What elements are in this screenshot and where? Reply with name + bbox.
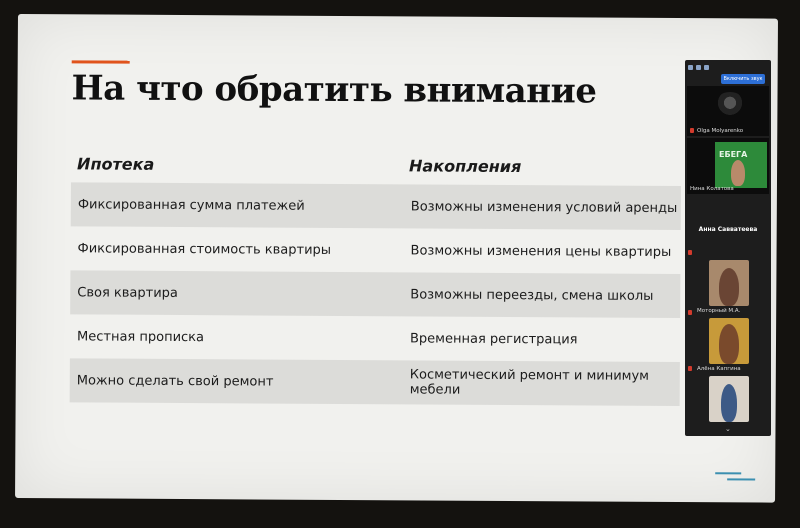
cell-right: Возможны переезды, смена школы bbox=[410, 286, 654, 304]
panel-toolbar bbox=[685, 60, 771, 74]
mic-muted-icon bbox=[688, 250, 692, 255]
cell-right: Возможны изменения цены квартиры bbox=[410, 242, 672, 260]
participant-label bbox=[687, 306, 769, 316]
comparison-table bbox=[70, 182, 681, 406]
participant-label bbox=[687, 364, 769, 374]
cell-left: Местная прописка bbox=[76, 328, 205, 345]
person-silhouette bbox=[719, 268, 739, 306]
table-row bbox=[70, 314, 680, 362]
chevron-down-icon[interactable]: ⌄ bbox=[725, 425, 731, 433]
participant-name: Olga Molyarenko bbox=[697, 128, 744, 134]
cell-left: Своя квартира bbox=[77, 284, 178, 301]
table-row bbox=[70, 358, 680, 406]
person-silhouette bbox=[719, 324, 739, 364]
participant-name: Моторный М.А. bbox=[697, 308, 741, 314]
settings-icon[interactable] bbox=[704, 65, 709, 70]
mic-muted-icon bbox=[690, 128, 694, 133]
video-conference-panel bbox=[685, 60, 771, 436]
table-row bbox=[71, 182, 681, 230]
participant-name: Нина Колатова bbox=[690, 186, 734, 192]
participant-name: Алёна Капгина bbox=[697, 366, 741, 372]
slide-decoration-line bbox=[715, 472, 741, 474]
cell-right: Косметический ремонт и минимум мебели bbox=[409, 367, 650, 398]
grid-icon[interactable] bbox=[696, 65, 701, 70]
table-row bbox=[70, 270, 680, 318]
title-accent-line bbox=[72, 60, 130, 63]
cell-right: Временная регистрация bbox=[409, 330, 578, 347]
column-header-savings: Накопления bbox=[409, 156, 522, 177]
slide-decoration-line bbox=[727, 478, 755, 480]
participant-video[interactable] bbox=[709, 376, 749, 422]
cell-left: Фиксированная сумма платежей bbox=[77, 196, 305, 214]
presentation-screen bbox=[15, 14, 778, 503]
background-text: ЕБЕГА bbox=[719, 150, 748, 159]
participant-video[interactable] bbox=[709, 318, 749, 364]
cell-left: Можно сделать свой ремонт bbox=[76, 372, 274, 390]
slide-title: На что обратить внимание bbox=[71, 68, 597, 112]
view-icon[interactable] bbox=[688, 65, 693, 70]
column-header-mortgage: Ипотека bbox=[77, 154, 155, 174]
unmute-button[interactable]: Включить звук bbox=[721, 74, 765, 84]
person-silhouette bbox=[721, 384, 737, 422]
participant-video bbox=[731, 160, 745, 186]
cell-left: Фиксированная стоимость квартиры bbox=[77, 240, 332, 258]
participant-tile[interactable] bbox=[687, 138, 769, 194]
active-speaker-name: Анна Савватеева bbox=[698, 226, 758, 233]
cell-right: Возможны изменения условий аренды bbox=[410, 198, 678, 216]
participant-video[interactable] bbox=[709, 260, 749, 306]
table-row bbox=[70, 226, 680, 274]
raccoon-avatar-icon bbox=[715, 92, 745, 116]
participant-tile[interactable] bbox=[687, 86, 769, 136]
